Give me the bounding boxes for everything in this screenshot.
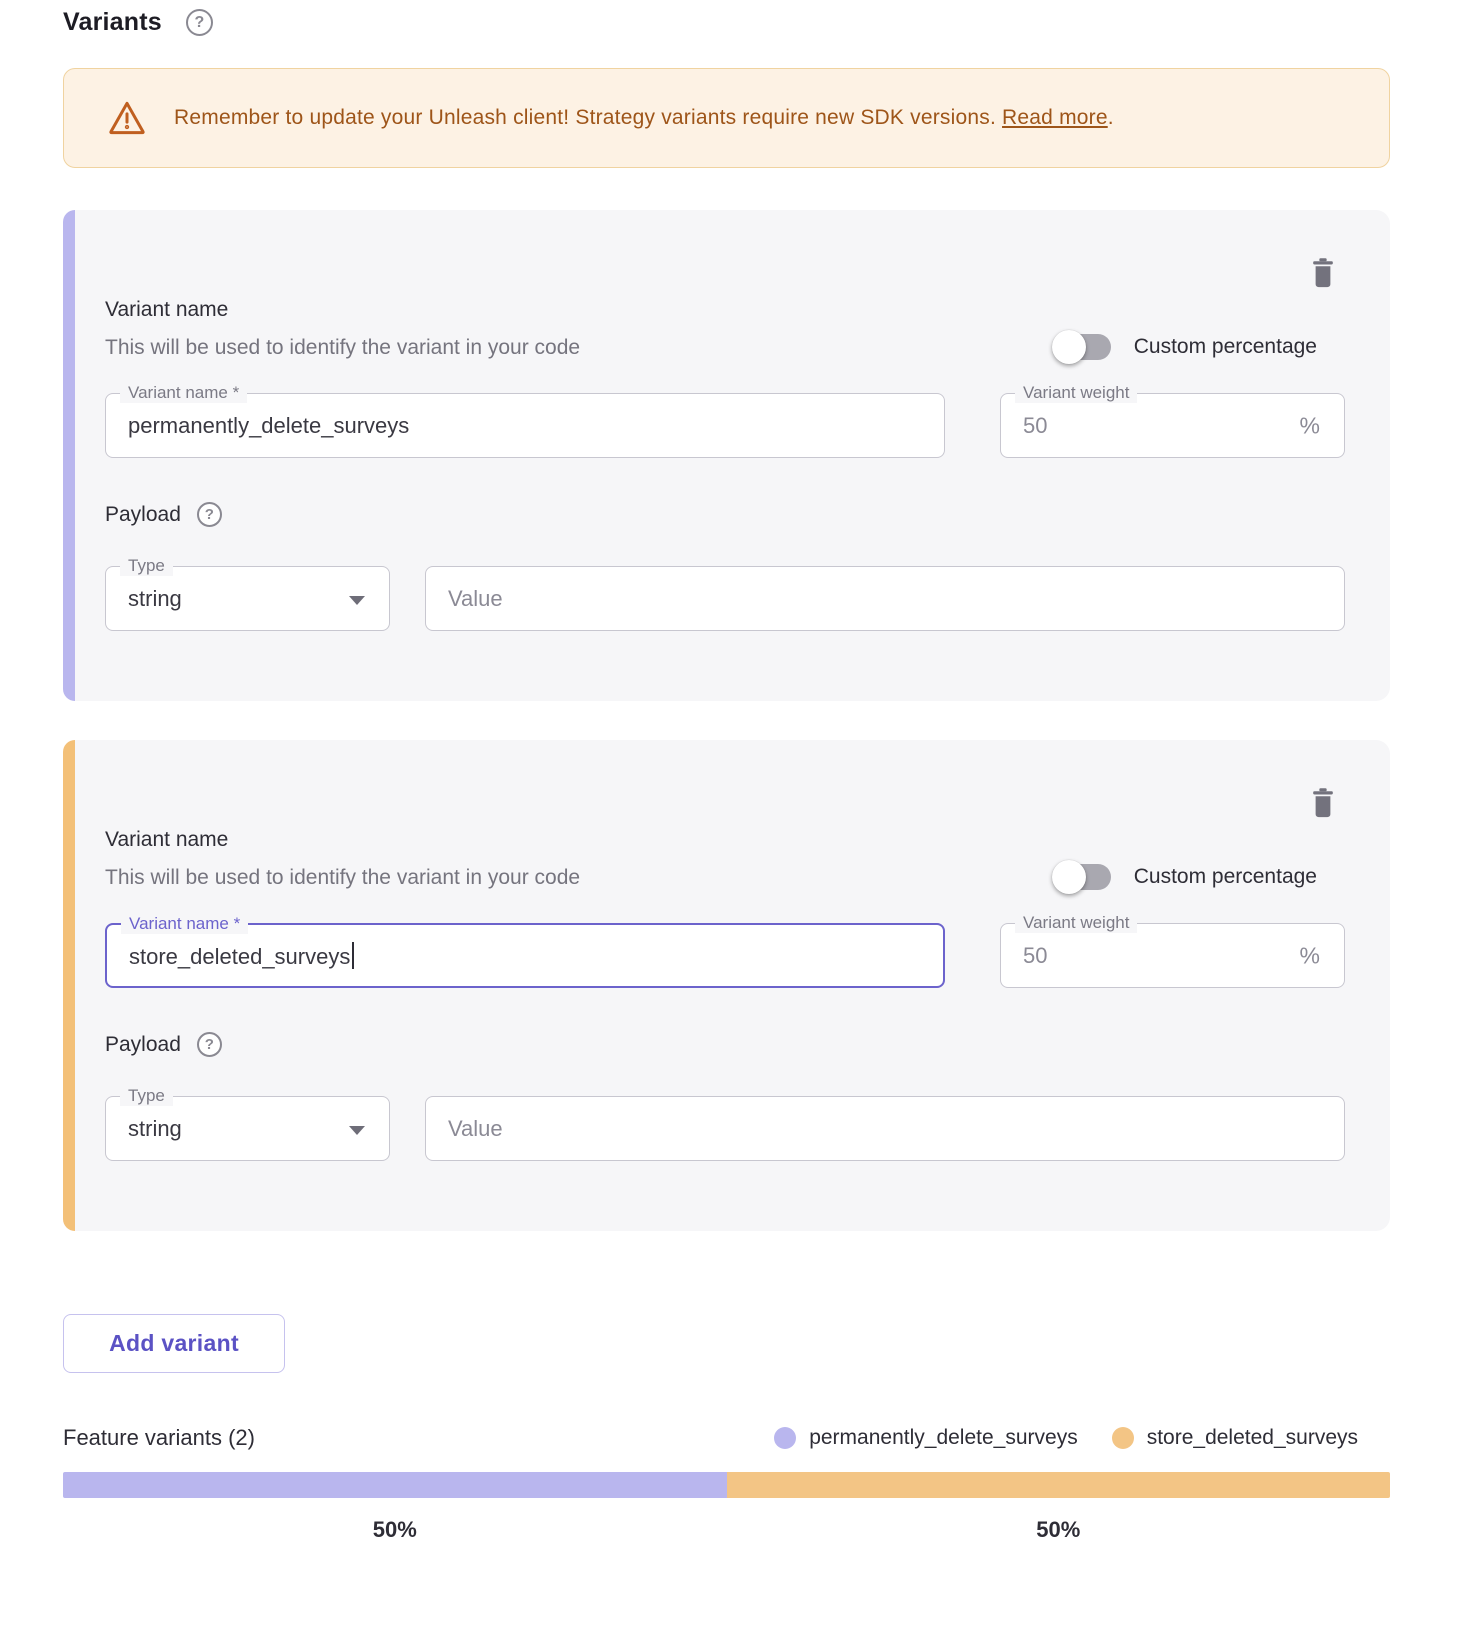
text-cursor [352,942,354,969]
payload-help-icon[interactable]: ? [197,502,222,527]
variant-name-input-focused[interactable] [105,914,945,988]
variant-name-input[interactable] [105,383,945,458]
payload-value-input[interactable] [426,1097,1344,1160]
custom-percentage-toggle[interactable] [1052,330,1114,364]
bar-segment-1 [63,1472,727,1498]
custom-percentage-toggle[interactable] [1052,860,1114,894]
variant-name-input-label: Variant name * [120,383,247,403]
custom-percentage-group [1052,860,1317,894]
percent-sign: % [1299,942,1320,968]
chevron-down-icon [349,1126,365,1135]
payload-label: Payload [105,1032,181,1056]
warning-text: Remember to update your Unleash client! Strategy variants require new SDK versions. Read more. [174,106,1114,129]
delete-variant-button[interactable] [1306,256,1340,290]
variant-name-input-label: Variant name * [121,914,248,934]
custom-percentage-group [1052,330,1317,364]
variant-accent-stripe [63,740,75,1231]
variant-name-heading: Variant name [105,828,229,851]
sdk-warning-banner [63,68,1390,168]
variant-weight-input[interactable] [1000,383,1345,458]
bar-labels [63,1517,1390,1543]
variant-weight-input-label: Variant weight [1015,383,1137,403]
variants-legend [774,1426,1358,1450]
header [63,8,1390,37]
bar-segment-2 [727,1472,1391,1498]
payload-help-icon[interactable]: ? [197,1032,222,1057]
delete-variant-button[interactable] [1306,786,1340,820]
bar-percent-label: 50% [1036,1517,1081,1542]
variant-weight-input-value: 50 [1023,942,1048,968]
legend-item: store_deleted_surveys [1112,1426,1358,1450]
toggle-thumb [1052,860,1086,894]
variants-split-bar [63,1472,1390,1498]
chevron-down-icon [349,596,365,605]
variant-weight-input-value: 50 [1023,412,1048,438]
variant-card-1 [63,210,1390,701]
custom-percentage-label: Custom percentage [1133,865,1317,888]
payload-header [105,1032,222,1057]
payload-label: Payload [105,502,181,526]
variant-name-heading: Variant name [105,298,229,321]
payload-value-field [425,1096,1345,1161]
payload-type-label: Type [120,1086,173,1106]
variant-weight-input-label: Variant weight [1015,913,1137,933]
read-more-link[interactable]: Read more [1002,106,1108,129]
feature-variants-summary [63,1425,1390,1543]
bar-percent-label: 50% [372,1517,417,1542]
variant-name-subtitle: This will be used to identify the variant in your code [105,336,581,359]
custom-percentage-label: Custom percentage [1133,335,1317,358]
toggle-thumb [1052,330,1086,364]
variant-card-2 [63,740,1390,1231]
feature-variants-title: Feature variants (2) [63,1425,255,1450]
variants-help-icon[interactable]: ? [186,9,213,36]
payload-type-label: Type [120,556,173,576]
percent-sign: % [1299,412,1320,438]
legend-dot-purple [774,1427,796,1449]
page-title: Variants [63,8,162,36]
trash-icon [1308,787,1338,819]
payload-type-select[interactable] [105,556,390,631]
payload-header [105,502,222,527]
payload-type-value: string [128,585,182,611]
variant-name-input-value: store_deleted_surveys [129,942,354,970]
payload-type-select[interactable] [105,1086,390,1161]
payload-type-value: string [128,1115,182,1141]
add-variant-button[interactable]: Add variant [63,1314,285,1373]
payload-value-field [425,566,1345,631]
trash-icon [1308,257,1338,289]
legend-dot-orange [1112,1427,1134,1449]
warning-triangle-icon [106,98,148,138]
variant-name-input-value: permanently_delete_surveys [128,412,410,438]
payload-value-input[interactable] [426,567,1344,630]
variant-weight-input[interactable] [1000,913,1345,988]
variant-accent-stripe [63,210,75,701]
legend-item: permanently_delete_surveys [774,1426,1078,1450]
variant-name-subtitle: This will be used to identify the variant in your code [105,866,581,889]
